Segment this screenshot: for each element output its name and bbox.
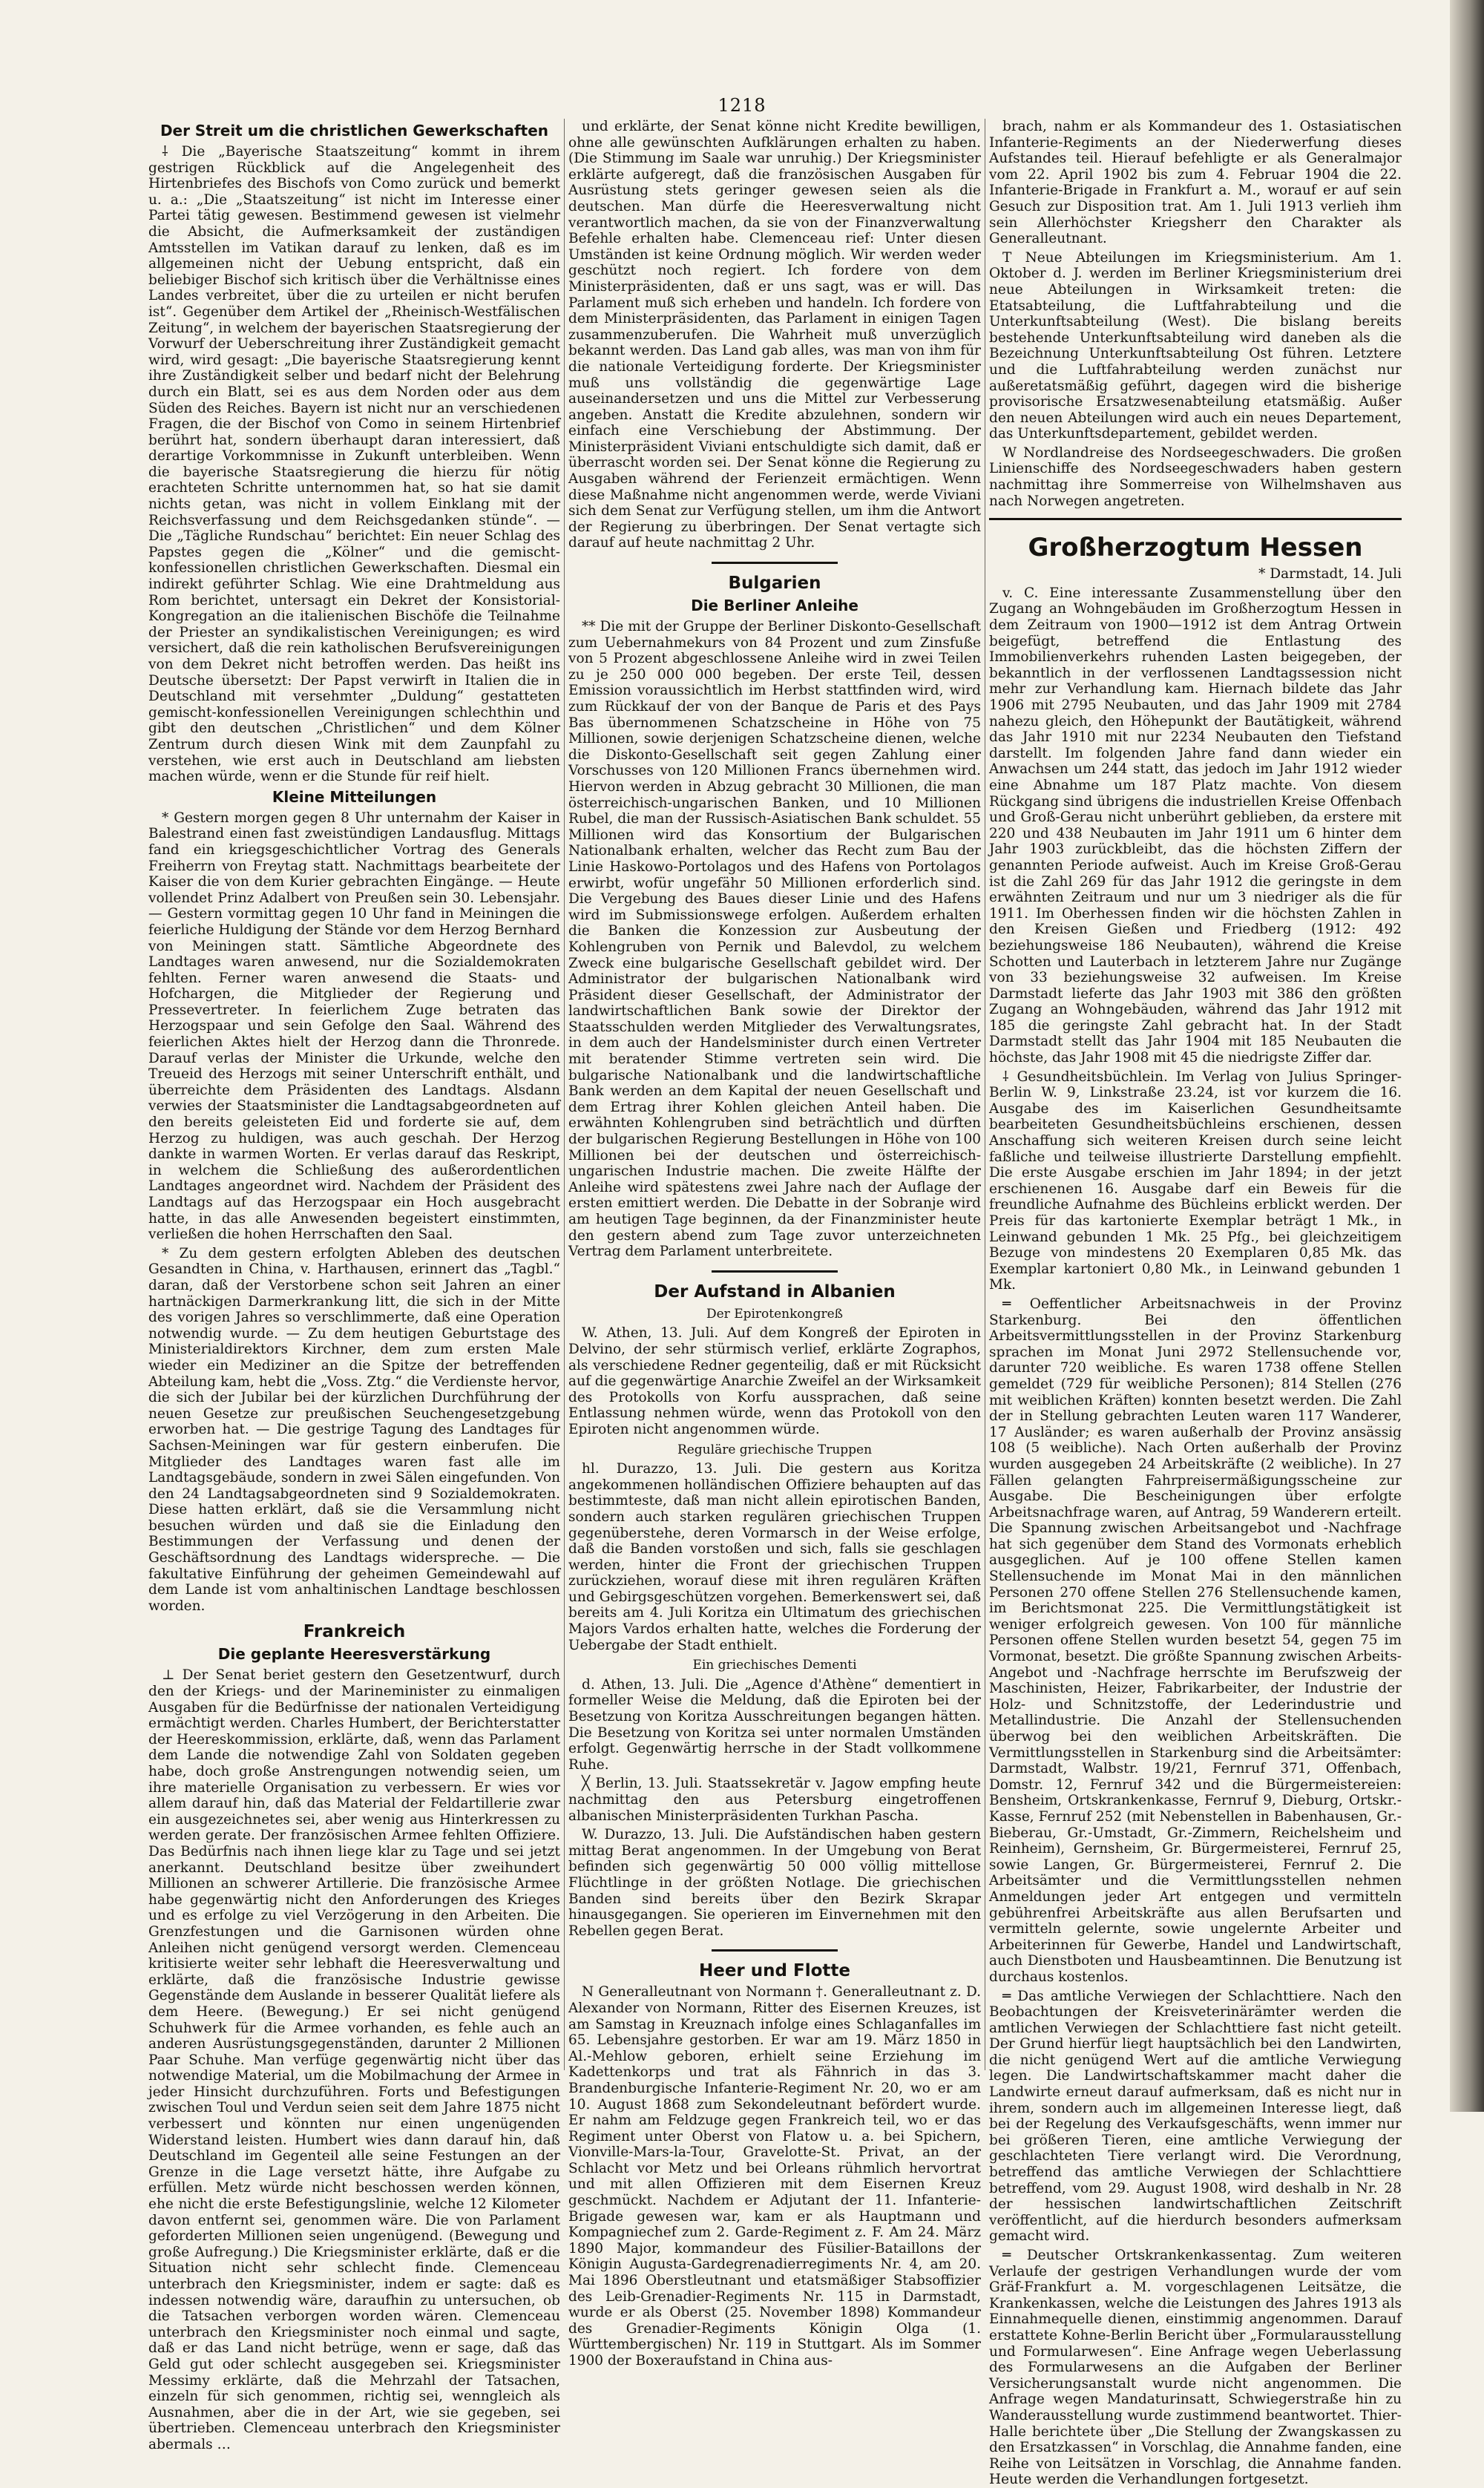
article-text: v. C. Eine interessante Zusammenstellung über den Zugang an Wohngebäuden im Großherzogtum Hessen in dem Zeitraum von 1900—1912 ist dem Antrag Ortwein beigefügt, betreffend die Entlastung des Immobilienverkehrs ruhenden Lasten beigegeben, der bekanntlich in der verflossenen Landtagssession nicht mehr zur Verhandlung kam. Hiernach bildete das Jahr 1906 mit 2795 Neubauten, und das Jahr 1909 mit 2784 nahezu gleich, den Höhepunkt der Bautätigkeit, während das Jahr 1910 mit nur 2234 Neubauten den Tiefstand darstellt. Im folgenden Jahre fand dann wieder ein Anwachsen um 244 statt, das jedoch im Jahr 1912 wieder eine Abnahme um 187 Platz machte. Von diesem Rückgang sind übrigens die industriellen Kreise Offenbach und Groß-Gerau nicht unberührt geblieben, da erstere mit 220 und 438 Neubauten im Jahr 1911 um 6 hinter dem Jahr 1903 zurückbleibt, das die höchsten Ziffern der genannten Periode aufweist. Auch im Kreise Groß-Gerau ist die Zahl 269 für das Jahr 1912 die geringste in dem erwähnten Zeitraum und nur um 3 niedriger als die für 1911. Im Oberhessen finden wir die höchsten Zahlen in den Kreisen Gießen und Friedberg (1912: 492 beziehungsweise 186 Neubauten), während die Kreise Schotten und Lauterbach in letzterem Jahre nur Zugänge von 33 beziehungsweise 32 aufweisen. Im Kreise Darmstadt lieferte das Jahr 1903 mit 386 den größten Zugang an Wohngebäuden, während das Jahr 1912 mit 185 die geringste Zahl gebracht hat. In der Stadt Darmstadt stellt das Jahr 1904 mit 185 Neubauten die höchste, das Jahr 1908 mit 45 die niedrigste Ziffer dar. [989, 585, 1402, 1066]
section-separator [712, 1270, 838, 1273]
column-rule [564, 119, 565, 2070]
article-text: ⸸ Gesundheitsbüchlein. Im Verlag von Julius Springer-Berlin W. 9, Linkstraße 23.24, ist vor kurzem die 16. Ausgabe des im Kaiserlichen Gesundheitsamte bearbeiteten Gesundheitsbüchleins erschienen, dessen Anschaffung sich weiteren Kreisen durch seine leicht faßliche und teilweise illustrierte Darstellung empfiehlt. Die erste Ausgabe erschien im Jahr 1894; in der jetzt erschienenen 16. Ausgabe darf ein Beweis für die freundliche Aufnahme des Büchleins erblickt werden. Der Preis für das kartonierte Exemplar beträgt 1 Mk., in Leinwand gebunden 1 Mk. 25 Pfg., bei gleichzeitigem Bezuge von mindestens 20 Exemplaren 0,85 Mk. das Exemplar kartoniert 0,80 Mk., in Leinwand gebunden 1 Mk. [989, 1069, 1402, 1293]
article-text: * Zu dem gestern erfolgten Ableben des deutschen Gesandten in China, v. Harthausen, erinnert das „Tagbl.“ daran, daß der Verstorbene schon seit Jahren an einer hartnäckigen Darmerkrankung litt, die sich in der Mitte des vorigen Jahres so verschlimmerte, daß eine Operation notwendig wurde. — Zu dem heutigen Geburtstage des Ministerialdirektors Kirchner, dem zum ersten Male wieder ein Mediziner an die Spitze der betreffenden Abteilung kam, hebt die „Voss. Ztg.“ die Verdienste hervor, die sich der Jubilar bei der kürzlichen Durchführung der neuen Gesetze zur preußischen Seuchengesetzgebung erworben hat. — Die gestrige Tagung des Landtages für Sachsen-Meiningen war für gestern einberufen. Die Mitglieder des Landtages waren fast alle im Landtagsgebäude, sondern in zwei Sälen eingefunden. Von den 24 Landtagsabgeordneten sind 9 Sozialdemokraten. Diese hatten erklärt, daß sie die Versammlung nicht besuchen würden und daß sie die Einladung den Bestimmungen der Verfassung und denen der Geschäftsordnung des Landtags widerspreche. — Die fakultative Einführung der geheimen Gemeindewahl auf dem Lande ist vom anhaltinischen Landtage beschlossen worden. [148, 1245, 560, 1614]
article-text: T Neue Abteilungen im Kriegsministerium. Am 1. Oktober d. J. werden im Berliner Kriegsministerium drei neue Abteilungen in Wirksamkeit treten: die Etatsabteilung, die Luftfahrabteilung und die Unterkunftsabteilung (West). Die bislang bereits bestehende Unterkunftsabteilung wird daneben als die Bezeichnung Unterkunftsabteilung Ost führen. Letztere und die Luftfahrabteilung werden zunächst nur außeretatsmäßig geführt, dagegen wird die bisherige provisorische Ersatzwesenabteilung etatsmäßig. Außer den neuen Abteilungen wird auch ein neues Departement, das Unterkunftsdepartement, gebildet werden. [989, 249, 1402, 442]
subheadline-dementi: Ein griechisches Dementi [692, 1658, 857, 1673]
article-text: brach, nahm er als Kommandeur des 1. Ostasiatischen Infanterie-Regiments an der Niederwerfung dieses Aufstandes teil. Hierauf befehligte er als Generalmajor vom 22. April 1902 bis zum 4. Februar 1904 die 22. Infanterie-Brigade in Frankfurt a. M., worauf er auf sein Gesuch zur Disposition trat. Am 1. Juli 1913 verlieh ihm sein Allerhöchster Kriegsherr den Charakter als Generalleutnant. [989, 119, 1402, 247]
column-1 [148, 119, 560, 2452]
headline-frankreich: Frankreich [303, 1622, 406, 1642]
headline-heer-und-flotte: Heer und Flotte [698, 1961, 850, 1981]
page-number: 1218 [718, 95, 766, 116]
subheadline-epirotenkongress: Der Epirotenkongreß [706, 1306, 844, 1322]
headline-bulgarien: Bulgarien [728, 574, 821, 594]
article-text: N Generalleutnant von Normann †. Generalleutnant z. D. Alexander von Normann, Ritter des Eisernen Kreuzes, ist am Samstag in Kreuznach infolge eines Schlaganfalles im 65. Lebensjahre gestorben. Er war am 19. März 1850 in Al.-Mehlow geboren, erhielt seine Erziehung im Kadettenkorps und trat als Fähnrich in das 3. Brandenburgische Infanterie-Regiment Nr. 20, wo er am 10. August 1868 zum Sekondeleutnant befördert wurde. Er nahm am Feldzuge gegen Frankreich teil, wo er das Regiment unter Oberst von Flatow u. a. bei Spichern, Vionville-Mars-la-Tour, Gravelotte-St. Privat, an der Schlacht vor Metz und bei Orleans rühmlich hervortrat und mit allen Offizieren mit dem Eisernen Kreuz geschmückt. Nachdem er Adjutant der 11. Infanterie-Brigade gewesen war, kam er als Hauptmann und Kompagniechef zum 2. Garde-Regiment z. F. Am 24. März 1890 Major, kommandeur des Füsilier-Bataillons der Königin Augusta-Gardegrenadierregiments Nr. 4, am 20. Mai 1896 Oberstleutnant und etatsmäßiger Stabsoffizier des Leib-Grenadier-Regiments Nr. 115 in Darmstadt, wurde er als Oberst (25. November 1898) Kommandeur des Grenadier-Regiments Königin Olga (1. Württembergischen) Nr. 119 in Stuttgart. Als im Sommer 1900 der Boxeraufstand in China aus- [568, 1984, 981, 2369]
article-text: * Gestern morgen gegen 8 Uhr unternahm der Kaiser in Balestrand einen fast zweistündigen Landausflug. Mittags fand ein kriegsgeschichtlicher Vortrag des Generals Freiherrn von Freytag statt. Nachmittags bearbeitete der Kaiser die von dem Kurier gebrachten Eingänge. — Heute vollendet Prinz Adalbert von Preußen sein 30. Lebensjahr. — Gestern vormittag gegen 10 Uhr fand in Meiningen die feierliche Huldigung der Stände vor dem Herzog Bernhard von Meiningen statt. Sämtliche Abgeordnete des Landtages waren anwesend, nur die Sozialdemokraten fehlten. Ferner waren anwesend die Staats- und Hofchargen, die Mitglieder der Regierung und Pressevertreter. In feierlichem Zuge betraten das Herzogspaar und sein Gefolge den Saal. Während des feierlichen Aktes hielt der Herzog dann die Thronrede. Darauf verlas der Minister die Urkunde, welche den Treueid des Herzogs mit seiner Unterschrift enthält, und überreichte dem Präsidenten des Landtags. Alsdann verwies der Staatsminister die Landtagsabgeordneten auf den bereits geleisteten Eid und forderte sie auf, dem Herzog zu huldigen, was auch geschah. Der Herzog dankte in warmen Worten. Er verlas darauf das Reskript, in welchem die Schließung des außerordentlichen Landtages angeordnet wird. Nachdem der Präsident des Landtags auf das Herzogspaar ein Hoch ausgebracht hatte, in das alle Anwesenden begeistert einstimmten, verließen die hohen Herrschaften den Saal. [148, 810, 560, 1243]
article-text: ═ Deutscher Ortskrankenkassentag. Zum weiteren Verlaufe der gestrigen Verhandlungen wurde der vom Gräf-Frankfurt a. M. vorgeschlagenen Leitsätze, die Krankenkassen, welche die Leistungen des Jahres 1913 als Einnahmequelle dienen, einstimmig angenommen. Darauf erstattete Kohne-Berlin Bericht über „Formularausstellung und Formularwesen“. Eine Anfrage wegen Ueberlassung des Formularwesens an die Aufgaben der Berliner Versicherungsanstalt wurde nicht angenommen. Die Anfrage wegen Mandaturinsatt, Schwiegerstraße hin zu Wanderausstellung wurde zustimmend beantwortet. Thier-Halle berichtete über „Die Stellung der Zwangskassen zu den Ersatzkassen“ in Vorschlag, die Annahme fanden, eine Reihe von Leitsätzen in Vorschlag, die Annahme fanden. Heute werden die Verhandlungen fortgesetzt. [989, 2248, 1402, 2488]
article-text: ⸸ Die „Bayerische Staatszeitung“ kommt in ihrem gestrigen Rückblick auf die Angelegenheit des Hirtenbriefes des Bischofs von Como zurück und bemerkt u. a.: „Die „Staatszeitung“ ist nicht im Interesse einer Partei tätig gewesen. Bestimmend gewesen ist vielmehr die Absicht, die Aufmerksamkeit der zuständigen Amtsstellen im Vatikan darauf zu lenken, daß es im allgemeinen nicht der Uebung entspricht, daß ein beliebiger Bischof sich kritisch über die Verhältnisse eines Landes verbreitet, über die zu urteilen er nicht berufen ist“. Gegenüber dem Artikel der „Rheinisch-Westfälischen Zeitung“, in welchem der bayerischen Staatsregierung der Vorwurf der Ueberschreitung ihrer Zuständigkeit gemacht wird, wird gesagt: „Die bayerische Staatsregierung kennt ihre Zuständigkeit selber und bedarf nicht der Belehrung durch ein Blatt, sei es aus dem Norden oder aus dem Süden des Reiches. Bayern ist nicht nur an verschiedenen Fragen, die der Bischof von Como in seinem Hirtenbrief berührt hat, sondern überhaupt daran interessiert, daß derartige Vorkommnisse in Zukunft unterbleiben. Wenn die bayerische Staatsregierung die hierzu für nötig erachteten Schritte unternommen hat, so hat sie damit nichts getan, was nicht in vollem Einklang mit der Reichsverfassung und dem Reichsgedanken stünde“. — Die „Tägliche Rundschau“ berichtet: Ein neuer Schlag des Papstes gegen die „Kölner“ und die gemischt-konfessionellen christlichen Gewerkschaften. Diesmal ein indirekt geführter Schlag. Wie eine Drahtmeldung aus Rom berichtet, untersagt ein Dekret der Konsistorial-Kongregation an die italienischen Bischöfe die Teilnahme der Priester an syndikalistischen Vereinigungen; es wird versichert, daß die rein katholischen Berufsvereinigungen von dem Dekret nicht betroffen werden. Das heißt ins Deutsche übersetzt: Der Papst verwirft in Italien die in Deutschland mit versehmter „Duldung“ gestatteten gemischt-konfessionellen Vereinigungen schlechthin und gibt den deutschen „Christlichen“ und dem Kölner Zentrum durch diesen Wink mit dem Zaunpfahl zu verstehen, wie erst auch in Deutschland am liebsten machen würde, wenn er die Stunde für reif hielt. [148, 144, 560, 785]
article-text: W Nordlandreise des Nordseegeschwaders. Die großen Linienschiffe des Nordseegeschwaders haben gestern nachmittag ihre Sommerreise von Wilhelmshaven aus nach Norwegen angetreten. [989, 444, 1402, 509]
subheadline-berliner-anleihe: Die Berliner Anleihe [691, 597, 858, 615]
section-rule [989, 518, 1402, 520]
article-text: W. Durazzo, 13. Juli. Die Aufständischen haben gestern mittag Berat angenommen. In der Umgebung von Berat befinden sich gegenwärtig 50 000 völlig mittellose Flüchtlinge in der größten Notlage. Die griechischen Banden sind bereits über den Bezirk Skrapar hinausgegangen. Sie operieren im Einvernehmen mit den Rebellen gegen Berat. [568, 1827, 981, 1939]
dateline: * Darmstadt, 14. Juli [1258, 566, 1402, 582]
headline-albanien: Der Aufstand in Albanien [654, 1281, 896, 1302]
scan-edge [1450, 0, 1484, 2112]
article-text: d. Athen, 13. Juli. Die „Agence d'Athène“ dementiert in formeller Weise die Meldung, daß die Epiroten bei der Besetzung von Koritza Ausschreitungen begangen hätten. Die Besetzung von Koritza sei unter normalen Umständen erfolgt. Gegenwärtig herrsche in der Stadt vollkommene Ruhe. [568, 1676, 981, 1773]
headline-hessen: Großherzogtum Hessen [1028, 533, 1363, 563]
article-text: und erklärte, der Senat könne nicht Kredite bewilligen, ohne alle gewünschten Aufklärungen erhalten zu haben. (Die Stimmung im Saale war unruhig.) Der Kriegsminister erklärte aufgeregt, daß die französischen Ausgaben für Ausrüstung stets geringer gewesen seien als die deutschen. Man dürfe die Heeresverwaltung nicht verantwortlich machen, da sie von der Finanzverwaltung Befehle erhalten habe. Clemenceau rief: Unter diesen Umständen ist keine Ordnung möglich. Wir werden weder geschützt noch regiert. Ich fordere von dem Ministerpräsidenten, daß er uns sagt, was er will. Das Parlament muß sich erheben und handeln. Ich fordere von dem Ministerpräsidenten, das Parlament in einigen Tagen zusammenzuberufen. Die Wahrheit muß unverzüglich bekannt werden. Das Land gab alles, was man von ihm für die nationale Verteidigung forderte. Der Kriegsminister muß uns vollständig die gegenwärtige Lage auseinandersetzen und uns die Mittel zur Verbesserung angeben. Anstatt die Kredite abzulehnen, sondern wir einfach eine Verschiebung der Abstimmung. Der Ministerpräsident Viviani entschuldigte sich damit, daß er überrascht worden sei. Der Senat könne die Regierung zu Ausgaben während der Ferienzeit ermächtigen. Wenn diese Maßnahme nicht angenommen werde, werde Viviani sich dem Senat zur Verfügung stellen, um ihm die Antwort der Regierung zu überbringen. Der Senat vertagte sich darauf auf heute nachmittag 2 Uhr. [568, 119, 981, 551]
column-2 [568, 119, 981, 2369]
article-text: ═ Das amtliche Verwiegen der Schlachttiere. Nach den Beobachtungen der Kreisveterinärämter werden die amtlichen Verwiegen der Schlachttiere fast nicht geteilt. Der Grund hierfür liegt hauptsächlich bei den Landwirten, die nicht genügend Wert auf die amtliche Verwiegung legen. Die Landwirtschaftskammer macht daher die Landwirte erneut darauf aufmerksam, daß es nicht nur in ihrem, sondern auch im allgemeinen Interesse liegt, daß bei der Regelung des Verkaufsgeschäfts, wenn immer nur bei größeren Tieren, eine amtliche Verwiegung der geschlachteten Tiere verlangt wird. Die Verordnung, betreffend das amtliche Verwiegen der Schlachttiere betreffend, vom 29. August 1908, wird deshalb in Nr. 28 der hessischen landwirtschaftlichen Zeitschrift veröffentlicht, auf die hierdurch besonders aufmerksam gemacht wird. [989, 1988, 1402, 2245]
section-separator [712, 1949, 838, 1952]
article-text: ╳ Berlin, 13. Juli. Staatssekretär v. Jagow empfing heute nachmittag den aus Petersburg eingetroffenen albanischen Ministerpräsidenten Turkhan Pascha. [568, 1776, 981, 1824]
article-text: ** Die mit der Gruppe der Berliner Diskonto-Gesellschaft zum Uebernahmekurs von 84 Prozent und zum Zinsfuße von 5 Prozent abgeschlossene Anleihe wird in zwei Teilen zu je 250 000 000 begeben. Der erste Teil, dessen Emission voraussichtlich im Herbst stattfinden wird, wird zum Rückkauf der von der Banque de Paris et des Pays Bas übernommenen Schatzscheine in Höhe von 75 Millionen, sowie derjenigen Schatzscheine dienen, welche die Diskonto-Gesellschaft seit gegen Zahlung einer Vorschusses von 120 Millionen Francs übernehmen wird. Hiervon werden in Abzug gebracht 30 Millionen, die man österreichisch-ungarischen Banken, und 10 Millionen Rubel, die man der Russisch-Asiatischen Bank schuldet. 55 Millionen wird das Konsortium der Bulgarischen Nationalbank erhalten, welcher das Recht zum Bau der Linie Haskowo-Portolagos und des Hafens von Portolagos erwirbt, wofür ungefähr 50 Millionen erforderlich sind. Die Vergebung des Baues dieser Linie und des Hafens wird im Submissionswege erfolgen. Außerdem erhalten die Banken die Konzession zur Ausbeutung der Kohlengruben von Pernik und Balevdol, zu welchem Zweck eine bulgarische Gesellschaft gebildet wird. Der Administrator der bulgarischen Nationalbank wird Präsident dieser Gesellschaft, der Administrator der landwirtschaftlichen Bank sowie der Direktor der Staatsschulden werden Mitglieder des Verwaltungsrates, in dem auch der Handelsminister durch einen Vertreter mit beratender Stimme vertreten sein wird. Die bulgarische Nationalbank und die landwirtschaftliche Bank werden an dem Kapital der neuen Gesellschaft und dem Ertrag ihrer Kohlen gleichen Anteil haben. Die erwähnten Kohlengruben sind beträchtlich und dürften der bulgarischen Regierung Bestellungen in Höhe von 100 Millionen bei der deutschen und österreichisch-ungarischen Industrie machen. Die zweite Hälfte der Anleihe wird spätestens zwei Jahre nach der Auflage der ersten emittiert werden. Die Debatte in der Sobranje wird am heutigen Tage beginnen, da der Finanzminister heute den gestern abend zum Tage zuvor unterzeichneten Vertrag dem Parlament unterbreitete. [568, 619, 981, 1260]
section-separator [712, 562, 838, 564]
headline-gewerkschaften: Der Streit um die christlichen Gewerkschaften [160, 122, 549, 140]
article-text: W. Athen, 13. Juli. Auf dem Kongreß der Epiroten in Delvino, der sehr stürmisch verlief, erklärte Zographos, als verschiedene Redner gegenteilig, daß er mit Rücksicht auf die gegenwärtige Anarchie Zweifel an der Wirksamkeit des Protokolls von Korfu aussprachen, daß seine Entlassung nehmen würde, wenn das Protokoll von den Epiroten nicht angenommen würde. [568, 1325, 981, 1437]
article-text: ═ Oeffentlicher Arbeitsnachweis in der Provinz Starkenburg. Bei den öffentlichen Arbeitsvermittlungsstellen in der Provinz Starkenburg sprachen im Monat Juni 2972 Stellensuchende vor, darunter 720 weibliche. Es waren 1738 offene Stellen gemeldet (729 für weibliche Personen); 814 Stellen (276 mit weiblichen Kräften) konnten besetzt werden. Die Zahl der in Stellung gebrachten Leuten waren 117 Wanderer, 17 Ausländer; es waren außerhalb der Provinz ansässig 108 (5 weibliche). Nach Orten außerhalb der Provinz wurden ausgegeben 24 Arbeitskräfte (2 weibliche). In 27 Fällen gelangten Fahrpreisermäßigungsscheine zur Ausgabe. Die Bescheinigungen über erfolgte Arbeitsnachfrage waren, auf Antrag, 59 Wanderern erteilt. Die Spannung zwischen Arbeitsangebot und -Nachfrage hat sich gegenüber dem Stand des Vormonats erheblich ausgeglichen. Auf je 100 offene Stellen kamen Stellensuchende im Monat Mai in den männlichen Personen 270 offene Stellen 276 Stellensuchende kamen, im Berichtsmonat 225. Die Vermittlungstätigkeit ist weniger erfolgreich gewesen. Von 100 für männliche Personen offene Stellen wurden besetzt 54, gegen 75 im Vormonat, besetzt. Die größte Spannung zwischen Arbeits-Angebot und -Nachfrage herrschte im Berufszweig der Maschinisten, Heizer, Fabrikarbeiter, der Industrie der Holz- und Schnitzstoffe, der Lederindustrie und Metallindustrie. Die Anzahl der Stellensuchenden überwog bei den weiblichen Arbeitskräften. Die Vermittlungsstellen in Starkenburg sind die Arbeitsämter: Darmstadt, Walbstr. 19/21, Fernruf 371, Offenbach, Domstr. 12, Fernruf 342 und die Bürgermeistereien: Bensheim, Ortskrankenkasse, Fernruf 9, Dieburg, Ortskr.-Kasse, Fernruf 252 (mit Nebenstellen in Babenhausen, Gr.-Bieberau, Gr.-Umstadt, Gr.-Zimmern, Reichelsheim und Reinheim), Gernsheim, Gr. Bürgermeisterei, Fernruf 25, sowie Langen, Gr. Bürgermeisterei, Fernruf 2. Die Arbeitsämter und die Vermittlungsstellen nehmen Anmeldungen jeder Art entgegen und vermitteln gebührenfrei Arbeitskräfte aus allen Berufsarten und vermitteln gelernte, sowie ungelernte Arbeiter und Arbeiterinnen für Gewerbe, Handel und Landwirtschaft, auch Dienstboten und Hausbeamtinnen. Die Benutzung ist durchaus kostenlos. [989, 1296, 1402, 1985]
headline-kleine-mitteilungen: Kleine Mitteilungen [272, 787, 437, 806]
article-text: hl. Durazzo, 13. Juli. Die gestern aus Koritza angekommenen holländischen Offiziere behaupten auf das bestimmteste, daß man nicht allein epirotischen Banden, sondern auch starken regulären griechischen Truppen gegenüberstehe, deren Vormarsch in der Weise erfolge, daß die Banden vorstoßen und sich, falls sie geschlagen werden, hinter die Front der griechischen Truppen zurückziehen, worauf diese mit ihren regulären Kräften und Gebirgsgeschützen vorgehen. Bemerkenswert sei, daß bereits am 4. Juli Koritza ein Ultimatum des griechischen Majors Vardos erhalten hatte, welches die Forderung der Uebergabe der Stadt enthielt. [568, 1461, 981, 1653]
article-text: ⊥ Der Senat beriet gestern den Gesetzentwurf, durch den der Kriegs- und der Marineminister zu einmaligen Ausgaben für die Bedürfnisse der nationalen Verteidigung ermächtigt werden. Charles Humbert, der Berichterstatter der Heereskommission, erklärte, daß, wenn das Parlament dem Lande die notwendige Zahl von Soldaten gegeben habe, doch große Anstrengungen notwendig seien, um ihre materielle Organisation zu verbessern. Er wies vor allem darauf hin, daß das Material der Feldartillerie zwar ein ausgezeichnetes sei, aber wenig aus Hinterkressen zu werden gerate. Der französischen Armee fehlten Offiziere. Das Bedürfnis nach ihnen liege klar zu Tage und sei jetzt anerkannt. Deutschland besitze über zweihundert Millionen an schwerer Artillerie. Die französische Armee habe gegenwärtig nicht den Anforderungen des Krieges und es erfolge zu viel Verzögerung in den Arbeiten. Die Grenzfestungen und die Garnisonen würden ohne Anleihen nicht genügend versorgt werden. Clemenceau kritisierte weiter sehr lebhaft die Heeresverwaltung und erklärte, daß die französische Industrie gewisse Gegenstände dem Auslande in besserer Qualität liefere als dem Heere. (Bewegung.) Er sei nicht genügend Schuhwerk für die Armee vorhanden, es fehle auch an anderen Ausrüstungsgegenständen, darunter 2 Millionen Paar Schuhe. Man verfüge gegenwärtig nicht über das notwendige Material, um die Mobilmachung der Armee in jeder Hinsicht durchzuführen. Forts und Befestigungen zwischen Toul und Verdun seien seit dem Jahre 1875 nicht verbessert und könnten nur einen ungenügenden Widerstand leisten. Humbert wies dann darauf hin, daß Deutschland im Gegenteil alle seine Festungen an der Grenze in die Lage versetzt hätte, ihre Aufgabe zu erfüllen. Metz würde nicht beschossen werden können, ehe nicht die erste Befestigungslinie, welche 12 Kilometer davon entfernt sei, genommen wäre. Die von Parlament geforderten Millionen seien ungenügend. (Bewegung und große Aufregung.) Die Kriegsminister erklärte, daß er die Situation nicht sehr schlecht finde. Clemenceau unterbrach den Kriegsminister, indem er sagte: daß es indessen notwendig wäre, daraufhin zu untersuchen, ob die Tatsachen verborgen worden wären. Clemenceau unterbrach den Kriegsminister noch einmal und sagte, daß er das Land nicht betrüge, wenn er sage, daß das Geld gut oder schlecht ausgegeben sei. Kriegsminister Messimy erklärte, daß die Mehrzahl der Tatsachen, einzeln für sich genommen, richtig sei, wenngleich als Ausnahmen, aber die in der Art, wie sie gegeben, sei übertrieben. Clemenceau unterbrach den Kriegsminister abermals … [148, 1667, 560, 2452]
subheadline-heeresverstaerkung: Die geplante Heeresverstärkung [217, 1645, 491, 1664]
subheadline-truppen: Reguläre griechische Truppen [677, 1442, 873, 1457]
column-3 [989, 119, 1402, 2488]
